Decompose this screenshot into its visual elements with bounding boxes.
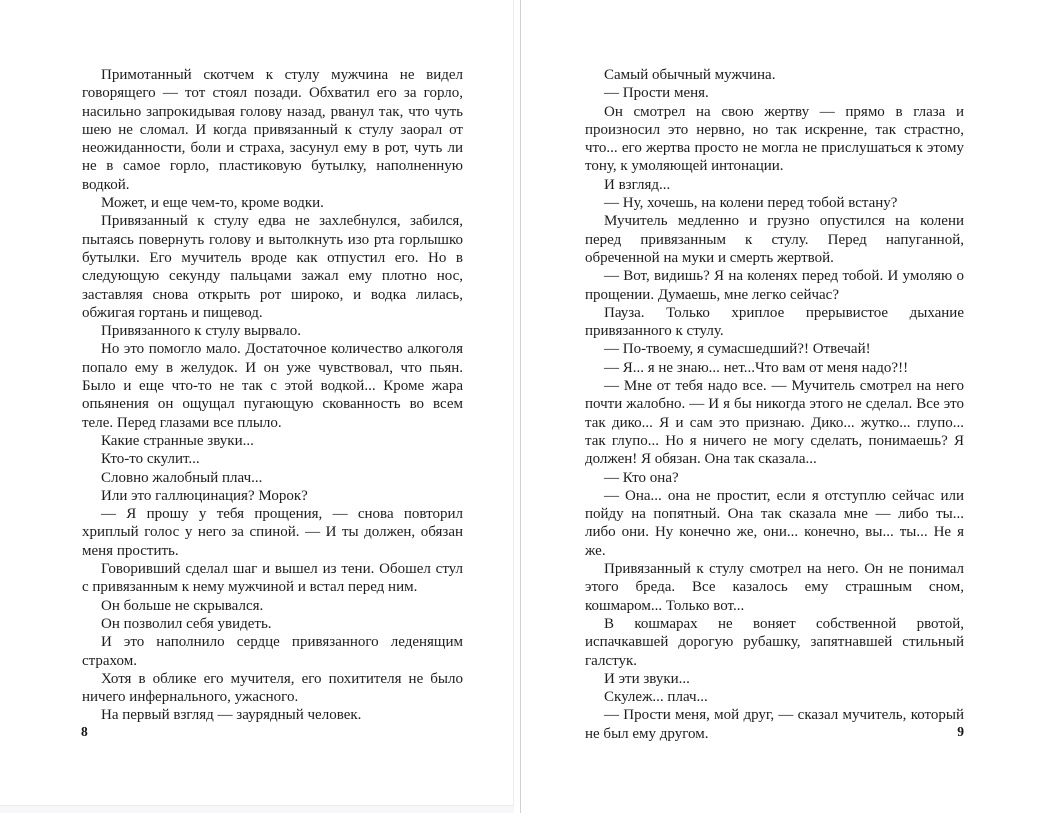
left-page-number: 8: [81, 724, 88, 739]
paragraph: — Кто она?: [604, 469, 679, 486]
paragraph: — Я прошу у тебя прощения, — снова повторил хриплый голос у него за спиной. — И ты должен, обязан меня простить.: [82, 506, 463, 559]
paragraph: Самый обычный мужчина.: [604, 67, 776, 83]
paragraph: — Вот, видишь? Я на коленях перед тобой. И умоляю о прощении. Думаешь, мне легко сейчас?: [585, 268, 964, 303]
right-page-text-column: [585, 66, 964, 743]
paragraph: Он позволил себя увидеть.: [101, 615, 272, 632]
paragraph: Словно жалобный плач...: [101, 469, 263, 486]
paragraph: — Ну, хочешь, на колени перед тобой встану?: [604, 195, 898, 212]
paragraph: — Мне от тебя надо все. — Мучитель смотрел на него почти жалобно. — И я бы никогда этого не сделал. Все это так дико... Я и сам это признаю. Дико... жутко... глупо... так глупо... Но я ничего не могу сделать, понимаешь? Я должен! Я обязан. Она так сказала...: [585, 378, 964, 468]
paragraph: Кто-то скулит...: [101, 451, 200, 468]
paragraph: На первый взгляд — заурядный человек.: [101, 707, 362, 724]
paragraph: В кошмарах не воняет собственной рвотой, испачкавшей дорогую рубашку, запятнавшей стильный галстук.: [585, 615, 964, 669]
paragraph: — Она... она не простит, если я отступлю сейчас или пойду на попятный. Она так сказала мне — либо ты... либо они. Ну конечно же, они... конечно, вы... ты... Не я же.: [585, 487, 964, 559]
paragraph: Может, и еще чем-то, кроме водки.: [101, 195, 324, 212]
paragraph: — Прости меня.: [604, 85, 709, 102]
paragraph: Привязанный к стулу едва не захлебнулся, забился, пытаясь повернуть голову и вытолкнуть изо рта горлышко бутылки. Его мучитель вроде как отпустил его. Но в следующую секунду пальцами зажал ему плотно нос, заставляя снова открыть рот широко, и водка лилась, обжигая гортань и пищевод.: [82, 213, 463, 321]
paragraph: Примотанный скотчем к стулу мужчина не видел говорящего — тот стоял позади. Обхватил его за горло, насильно запрокидывая голову назад, рванул так, что чуть шею не сломал. И когда привязанный к стулу заорал от неожиданности, боли и страха, засунул ему в рот, чуть ли не в самое горло, пластиковую бутылку, наполненную водкой.: [82, 67, 463, 193]
left-page-shadow-strip: [0, 806, 514, 813]
paragraph: И эти звуки...: [604, 670, 690, 687]
paragraph: И взгляд...: [604, 176, 671, 193]
paragraph: Хотя в облике его мучителя, его похитителя не было ничего инфернального, ужасного.: [82, 670, 463, 706]
left-page-right-edge: [513, 0, 514, 806]
paragraph: Или это галлюцинация? Морок?: [101, 487, 308, 504]
paragraph: Он смотрел на свою жертву — прямо в глаза и произносил это нервно, но так искренне, так страстно, что... его жертва просто не могла не прислушаться к этому тону, к умоляющей интонации.: [585, 103, 964, 175]
paragraph: — Я... я не знаю... нет...Что вам от меня надо?!!: [604, 359, 909, 376]
paragraph: Пауза. Только хриплое прерывистое дыхание привязанного к стулу.: [585, 304, 964, 340]
paragraph: Привязанный к стулу смотрел на него. Он не понимал этого бреда. Все казалось ему страшным сном, кошмаром... Только вот...: [585, 561, 964, 614]
page-gutter-divider: [520, 0, 521, 813]
left-page-text-column: [82, 66, 463, 725]
paragraph: Скулеж... плач...: [604, 689, 708, 706]
paragraph: Привязанного к стулу вырвало.: [101, 323, 302, 340]
right-page-number: 9: [957, 724, 964, 739]
paragraph: Но это помогло мало. Достаточное количество алкоголя попало ему в желудок. И он уже чувствовал, что пьян. Было и еще что-то не так с этой водкой... Кроме жара опьянения он ощущал пугающую скованность во всем теле. Перед глазами все плыло.: [82, 341, 463, 431]
paragraph: Говоривший сделал шаг и вышел из тени. Обошел стул с привязанным к нему мужчиной и встал перед ним.: [82, 561, 463, 596]
paragraph: Он больше не скрывался.: [101, 597, 264, 614]
paragraph: Какие странные звуки...: [101, 432, 254, 449]
paragraph: — По-твоему, я сумасшедший?! Отвечай!: [604, 341, 871, 358]
paragraph: Мучитель медленно и грузно опустился на колени перед привязанным к стулу. Перед напуганной, обреченной на муки и смерть жертвой.: [585, 213, 964, 266]
paragraph: — Прости меня, мой друг, — сказал мучитель, который не был ему другом.: [585, 707, 964, 742]
paragraph: И это наполнило сердце привязанного леденящим страхом.: [82, 634, 463, 669]
